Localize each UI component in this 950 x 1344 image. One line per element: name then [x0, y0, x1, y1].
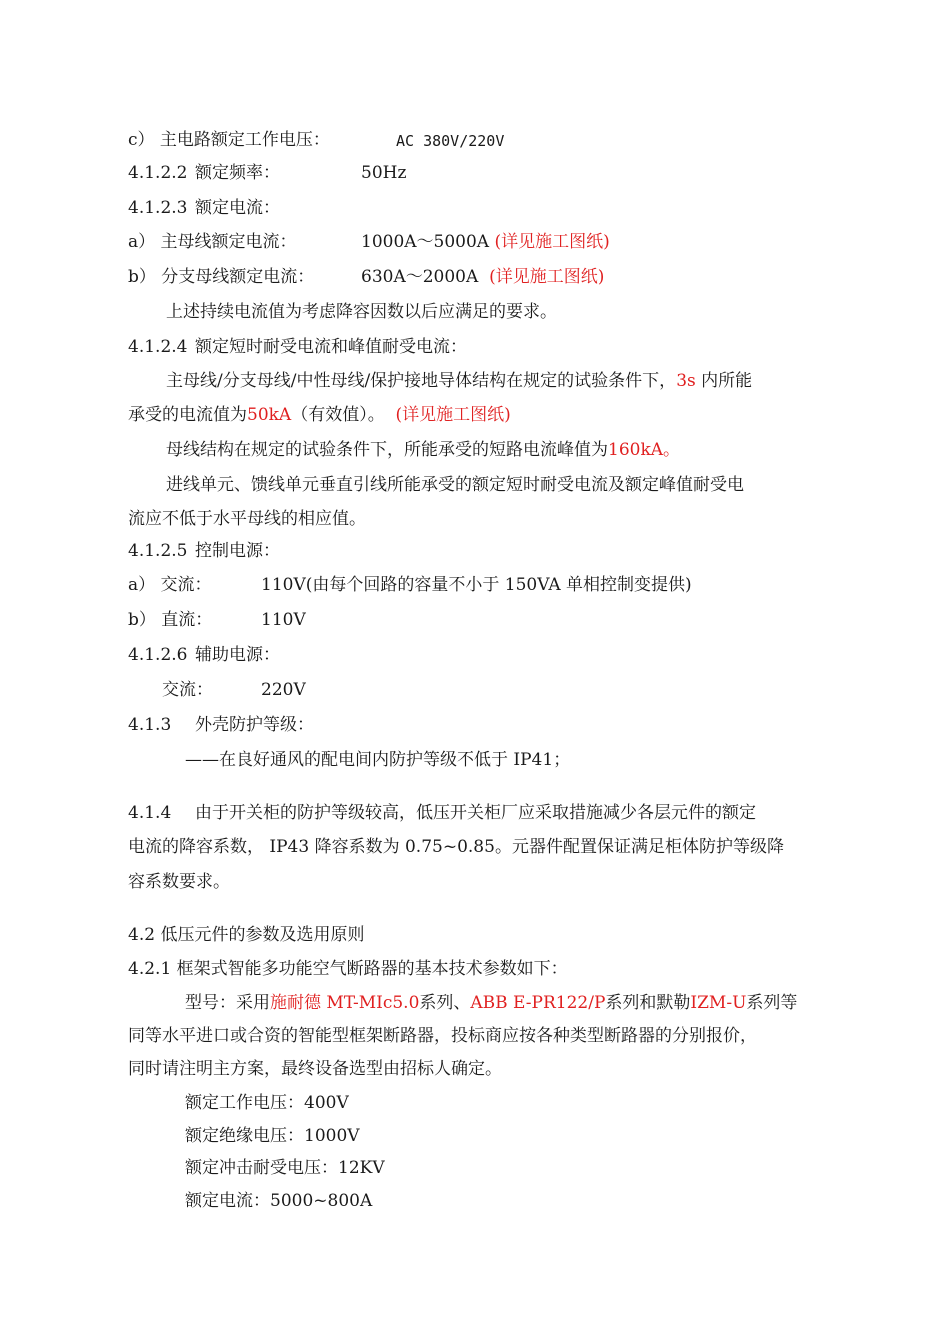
line-main-circuit-voltage — [128, 130, 505, 150]
paragraph-414-line3: 容系数要求。 — [128, 872, 230, 892]
label: c） 主电路额定工作电压： — [128, 130, 330, 150]
value: 110V — [261, 610, 306, 630]
label: 额定频率： — [195, 163, 280, 183]
label: b） 分支母线额定电流： — [128, 267, 315, 287]
paragraph-derating-note: 上述持续电流值为考虑降容因数以后应满足的要求。 — [166, 302, 557, 322]
line-aux-ac — [162, 680, 306, 700]
section-number: 4.1.2.3 — [128, 198, 188, 218]
line-branch-bus-current — [128, 267, 605, 287]
paragraph-model-line3: 同时请注明主方案，最终设备选型由招标人确定。 — [128, 1059, 502, 1079]
line-control-ac — [128, 575, 692, 595]
label: b） 直流： — [128, 610, 213, 630]
section-heading-4-2: 4.2 低压元件的参数及选用原则 — [128, 925, 365, 945]
label: 辅助电源： — [195, 645, 280, 665]
spec-rated-operating-voltage: 额定工作电压：400V — [185, 1093, 349, 1113]
note-see-drawing: (详见施工图纸) — [489, 267, 605, 287]
line-rated-frequency — [128, 163, 407, 183]
value: 1000A～5000A (详见施工图纸) — [361, 232, 610, 252]
paragraph-bus-withstand-2: 承受的电流值为50kA（有效值）。 (详见施工图纸) — [128, 405, 511, 425]
label: 外壳防护等级： — [195, 715, 314, 735]
label: 额定电流： — [195, 198, 280, 218]
paragraph-414-line2: 电流的降容系数， IP43 降容系数为 0.75~0.85。元器件配置保证满足柜体防护等级降 — [128, 837, 784, 857]
section-number: 4.1.3 — [128, 715, 172, 735]
value: 220V — [261, 680, 306, 700]
paragraph-414-line1: 4.1.4 由于开关柜的防护等级较高，低压开关柜厂应采取措施减少各层元件的额定 — [128, 803, 756, 823]
section-heading-4-2-1: 4.2.1 框架式智能多功能空气断路器的基本技术参数如下： — [128, 959, 568, 979]
note-see-drawing: (详见施工图纸) — [494, 232, 610, 252]
paragraph-vertical-leads-1: 进线单元、馈线单元垂直引线所能承受的额定短时耐受电流及额定峰值耐受电 — [166, 475, 744, 495]
line-control-dc — [128, 610, 306, 630]
section-number: 4.1.2.4 — [128, 337, 188, 357]
spec-rated-insulation-voltage: 额定绝缘电压：1000V — [185, 1126, 360, 1146]
section-number: 4.1.2.6 — [128, 645, 188, 665]
value: 630A～2000A (详见施工图纸) — [361, 267, 605, 287]
label: a） 主母线额定电流： — [128, 232, 297, 252]
spec-rated-impulse-voltage: 额定冲击耐受电压：12KV — [185, 1158, 385, 1178]
value: AC 380V/220V — [396, 132, 505, 150]
line-aux-power-heading — [128, 645, 280, 665]
label: 控制电源： — [195, 541, 280, 561]
paragraph-vertical-leads-2: 流应不低于水平母线的相应值。 — [128, 509, 366, 529]
label: 额定短时耐受电流和峰值耐受电流： — [195, 337, 467, 357]
paragraph-peak-current: 母线结构在规定的试验条件下，所能承受的短路电流峰值为160kA。 — [166, 440, 681, 460]
paragraph-bus-withstand-1: 主母线/分支母线/中性母线/保护接地导体结构在规定的试验条件下，3s 内所能 — [166, 371, 753, 391]
section-number: 4.1.2.5 — [128, 541, 188, 561]
line-control-power-heading — [128, 541, 280, 561]
line-main-bus-current — [128, 232, 610, 252]
label: a） 交流： — [128, 575, 212, 595]
spec-rated-current: 额定电流：5000~800A — [185, 1191, 373, 1211]
line-rated-current-heading — [128, 198, 280, 218]
line-enclosure-protection-heading — [128, 715, 314, 735]
value: 110V(由每个回路的容量不小于 150VA 单相控制变提供) — [261, 575, 692, 595]
line-short-time-heading — [128, 337, 467, 357]
paragraph-model-line1: 型号：采用施耐德 MT-MIc5.0系列、ABB E-PR122/P系列和默勒IZM-U系列等 — [185, 993, 798, 1013]
section-number: 4.1.2.2 — [128, 163, 188, 183]
value: 50Hz — [361, 163, 407, 183]
section-number: 4.1.4 — [128, 803, 172, 823]
label: 交流： — [162, 680, 213, 700]
paragraph-model-line2: 同等水平进口或合资的智能型框架断路器，投标商应按各种类型断路器的分别报价， — [128, 1026, 757, 1046]
line-ip41-requirement: ——在良好通风的配电间内防护等级不低于 IP41； — [185, 750, 571, 770]
